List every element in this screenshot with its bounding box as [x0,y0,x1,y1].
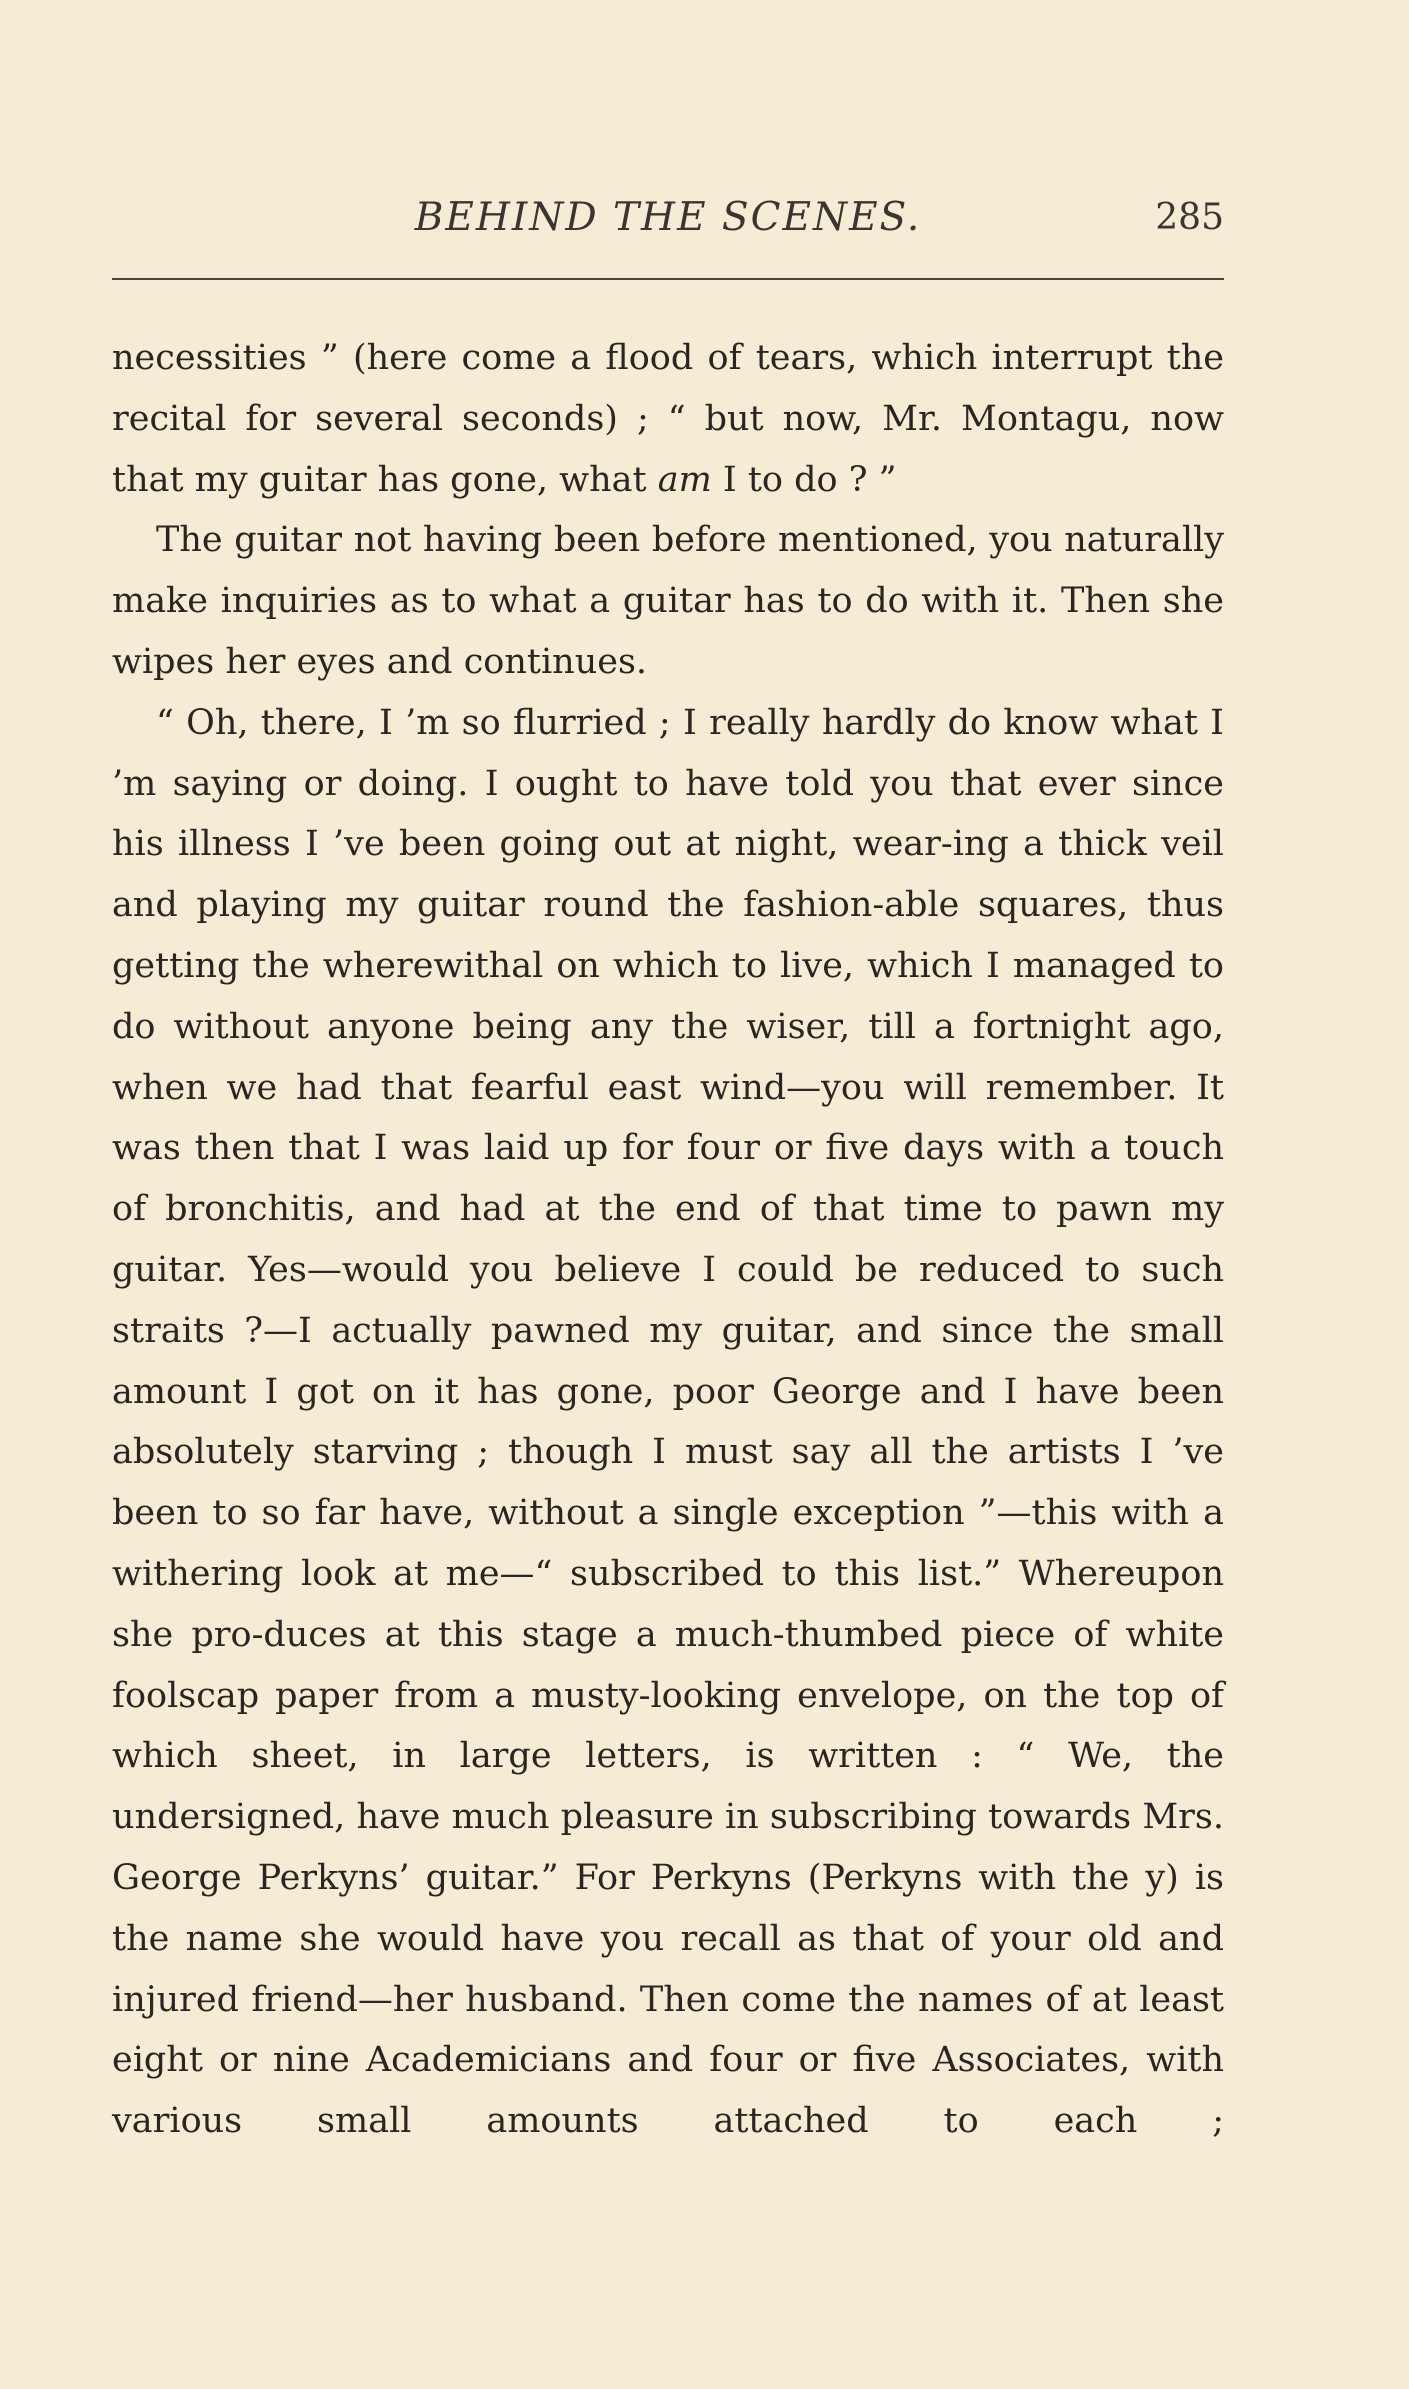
header-rule [112,278,1224,280]
paragraph-1 [112,328,1224,510]
paragraph-2: The guitar not having been before mentioned, you naturally make inquiries as to what a guitar has to do with it. Then she wipes her eyes and continues. [112,520,1224,682]
page-header [112,188,1224,248]
page-number: 285 [1155,197,1224,238]
paragraph-1-text-a: necessities ” (here come a flood of tears, which interrupt the recital for several seconds) ; “ but now, Mr. Montagu, now that my guitar has gone, what [112,338,1224,500]
paragraph-3: “ Oh, there, I ’m so flurried ; I really hardly do know what I ’m saying or doing. I ought to have told you that ever since his illness I ’ve been going out at night, wear-ing a thick veil and playing my guitar round the fashion-able squares, thus getting the wherewithal on which to live, which I managed to do without anyone being any the wiser, till a fortnight ago, when we had that fearful east wind—you will remember. It was then that I was laid up for four or five days with a touch of bronchitis, and had at the end of that time to pawn my guitar. Yes—would you believe I could be reduced to such straits ?—I actually pawned my guitar, and since the small amount I got on it has gone, poor George and I have been absolutely starving ; though I must say all the artists I ’ve been to so far have, without a single exception ”—this with a withering look at me—“ subscribed to this list.” Whereupon she pro-duces at this stage a much-thumbed piece of white foolscap paper from a musty-looking envelope, on the top of which sheet, in large letters, is written : “ We, the undersigned, have much pleasure in subscribing towards Mrs. George Perkyns’ guitar.” For Perkyns (Perkyns with the y) is the name she would have you recall as that of your old and injured friend—her husband. Then come the names of at least eight or nine Academicians and four or five Associates, with various small amounts attached to each ; [112,702,1224,2142]
body-text [112,328,1224,2152]
running-title: BEHIND THE SCENES. [414,195,922,240]
paragraph-1-text-b: I to do ? ” [711,459,897,500]
emphasis-am: am [657,459,712,500]
